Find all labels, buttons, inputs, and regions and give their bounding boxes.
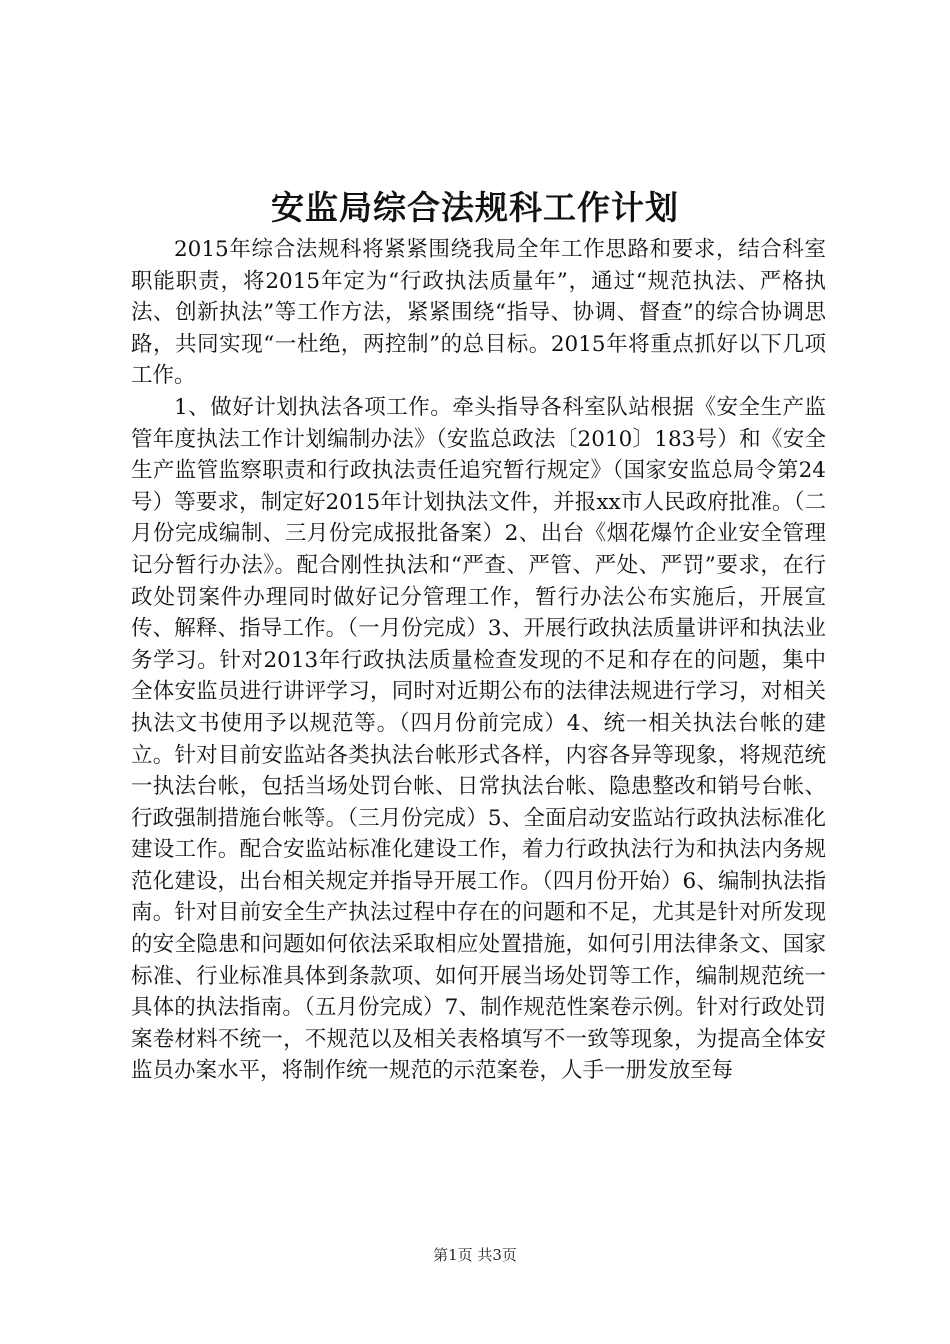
page-number-footer: 第1页 共3页 (433, 1246, 517, 1264)
document-title: 安监局综合法规科工作计划 (271, 188, 679, 227)
document-body (131, 234, 826, 1087)
paragraph-intro: 2015年综合法规科将紧紧围绕我局全年工作思路和要求，结合科室职能职责，将2015年定为“行政执法质量年”，通过“规范执法、严格执法、创新执法”等工作方法，紧紧围绕“指导、协调、督查”的综合协调思路，共同实现“一杜绝，两控制”的总目标。2015年将重点抓好以下几项工作。 (131, 237, 826, 389)
paragraph-work-items: 1、做好计划执法各项工作。牵头指导各科室队站根据《安全生产监管年度执法工作计划编制办法》（安监总政法〔2010〕183号）和《安全生产监管监察职责和行政执法责任追究暂行规定》（国家安监总局令第24号）等要求，制定好2015年计划执法文件，并报xx市人民政府批准。（二月份完成编制、三月份完成报批备案）2、出台《烟花爆竹企业安全管理记分暂行办法》。配合刚性执法和“严查、严管、严处、严罚”要求，在行政处罚案件办理同时做好记分管理工作，暂行办法公布实施后，开展宣传、解释、指导工作。（一月份完成）3、开展行政执法质量讲评和执法业务学习。针对2013年行政执法质量检查发现的不足和存在的问题，集中全体安监员进行讲评学习，同时对近期公布的法律法规进行学习，对相关执法文书使用予以规范等。（四月份前完成）4、统一相关执法台帐的建立。针对目前安监站各类执法台帐形式各样，内容各异等现象，将规范统一执法台帐，包括当场处罚台帐、日常执法台帐、隐患整改和销号台帐、行政强制措施台帐等。（三月份完成）5、全面启动安监站行政执法标准化建设工作。配合安监站标准化建设工作，着力行政执法行为和执法内务规范化建设，出台相关规定并指导开展工作。（四月份开始）6、编制执法指南。针对目前安全生产执法过程中存在的问题和不足，尤其是针对所发现的安全隐患和问题如何依法采取相应处置措施，如何引用法律条文、国家标准、行业标准具体到条款项、如何开展当场处罚等工作，编制规范统一具体的执法指南。（五月份完成）7、制作规范性案卷示例。针对行政处罚案卷材料不统一，不规范以及相关表格填写不一致等现象，为提高全体安监员办案水平，将制作统一规范的示范案卷，人手一册发放至每 (131, 394, 826, 1084)
